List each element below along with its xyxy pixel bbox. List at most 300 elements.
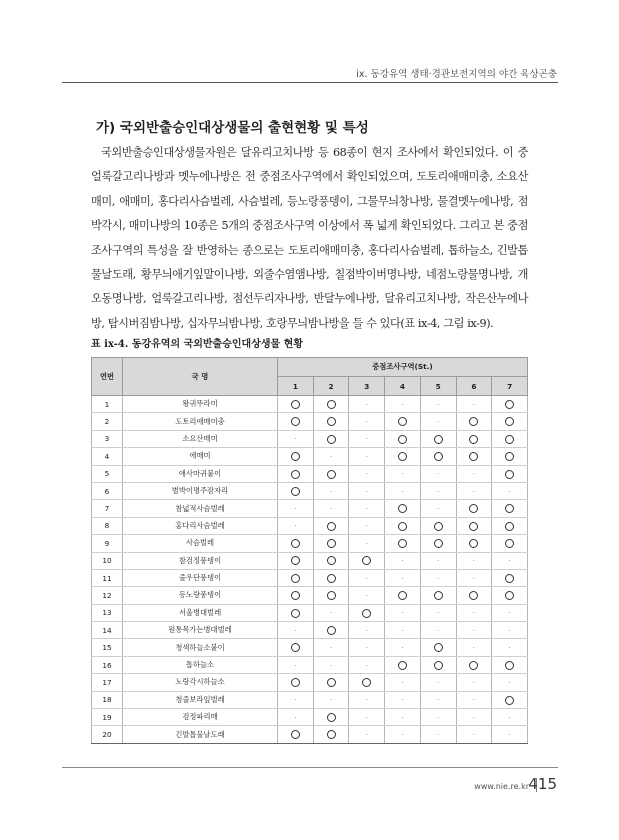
species-name: 줄우단풍뎅이 xyxy=(123,569,278,586)
absence-mark: · xyxy=(437,696,440,705)
col-header-no: 연번 xyxy=(92,358,123,396)
absence-mark: · xyxy=(329,505,333,514)
absence-mark: · xyxy=(437,609,440,618)
presence-circle-icon xyxy=(327,417,336,426)
presence-circle-icon xyxy=(434,643,443,652)
presence-circle-icon xyxy=(291,417,300,426)
presence-cell xyxy=(385,482,421,499)
presence-cell xyxy=(492,587,528,604)
table-row xyxy=(92,465,528,482)
presence-cell xyxy=(385,622,421,639)
presence-cell xyxy=(349,448,385,465)
presence-circle-icon xyxy=(469,435,478,444)
presence-cell xyxy=(349,535,385,552)
presence-circle-icon xyxy=(434,522,443,531)
presence-cell xyxy=(456,430,492,447)
presence-cell xyxy=(313,726,349,743)
row-number: 18 xyxy=(92,691,123,708)
presence-circle-icon xyxy=(327,400,336,409)
row-number: 7 xyxy=(92,500,123,517)
row-number: 14 xyxy=(92,622,123,639)
presence-circle-icon xyxy=(327,522,336,531)
species-name: 애사마귀붙이 xyxy=(123,465,278,482)
presence-cell xyxy=(385,709,421,726)
table-row xyxy=(92,674,528,691)
presence-cell xyxy=(420,569,456,586)
presence-circle-icon xyxy=(505,435,514,444)
presence-circle-icon xyxy=(469,661,478,670)
absence-mark: · xyxy=(508,487,511,496)
species-name: 톱하늘소 xyxy=(123,656,278,673)
row-number: 6 xyxy=(92,482,123,499)
presence-cell xyxy=(385,413,421,430)
absence-mark: · xyxy=(294,505,297,514)
presence-cell xyxy=(278,465,314,482)
species-name: 왕귀뚜라미 xyxy=(123,396,278,413)
presence-cell xyxy=(492,639,528,656)
presence-cell xyxy=(385,448,421,465)
running-header: ix. 동강유역 생태·경관보전지역의 야간 육상곤충 xyxy=(356,69,557,80)
absence-mark: · xyxy=(365,452,368,461)
presence-circle-icon xyxy=(291,539,300,548)
absence-mark: · xyxy=(472,400,475,409)
presence-cell xyxy=(456,656,492,673)
species-name: 애매미 xyxy=(123,448,278,465)
presence-circle-icon xyxy=(291,643,300,652)
presence-cell xyxy=(313,465,349,482)
absence-mark: · xyxy=(472,609,475,618)
presence-cell xyxy=(278,517,314,534)
presence-cell xyxy=(385,396,421,413)
presence-cell xyxy=(492,448,528,465)
presence-cell xyxy=(313,500,349,517)
species-name: 청색하늘소붙이 xyxy=(123,639,278,656)
presence-circle-icon xyxy=(327,435,336,444)
species-name: 도토리애매미충 xyxy=(123,413,278,430)
row-number: 4 xyxy=(92,448,123,465)
table-row xyxy=(92,709,528,726)
footer-rule xyxy=(62,767,558,768)
absence-mark: · xyxy=(437,678,440,687)
presence-cell xyxy=(278,430,314,447)
presence-cell xyxy=(278,622,314,639)
presence-circle-icon xyxy=(291,470,300,479)
species-name: 노랑각시하늘소 xyxy=(123,674,278,691)
presence-cell xyxy=(349,709,385,726)
presence-cell xyxy=(456,622,492,639)
presence-cell xyxy=(456,674,492,691)
presence-cell xyxy=(420,691,456,708)
absence-mark: · xyxy=(329,644,333,653)
absence-mark: · xyxy=(365,435,368,444)
presence-cell xyxy=(492,396,528,413)
absence-mark: · xyxy=(329,609,333,618)
presence-cell xyxy=(385,656,421,673)
presence-cell xyxy=(420,448,456,465)
presence-circle-icon xyxy=(327,713,336,722)
table-row xyxy=(92,413,528,430)
presence-cell xyxy=(349,413,385,430)
presence-circle-icon xyxy=(362,556,371,565)
col-header-stations: 중점조사구역(St.) xyxy=(278,358,528,377)
presence-cell xyxy=(349,726,385,743)
presence-circle-icon xyxy=(469,591,478,600)
absence-mark: · xyxy=(437,713,440,722)
presence-cell xyxy=(349,396,385,413)
presence-cell xyxy=(492,413,528,430)
species-name: 참넓적사슴벌레 xyxy=(123,500,278,517)
presence-cell xyxy=(456,726,492,743)
absence-mark: · xyxy=(401,626,404,635)
presence-circle-icon xyxy=(398,522,407,531)
presence-cell xyxy=(456,569,492,586)
absence-mark: · xyxy=(472,696,475,705)
presence-circle-icon xyxy=(505,470,514,479)
table-caption: 표 ix-4. 동강유역의 국외반출승인대상생물 현황 xyxy=(91,339,303,350)
presence-cell xyxy=(349,482,385,499)
table-row xyxy=(92,448,528,465)
row-number: 12 xyxy=(92,587,123,604)
absence-mark: · xyxy=(401,731,404,740)
presence-circle-icon xyxy=(434,452,443,461)
presence-circle-icon xyxy=(505,400,514,409)
presence-cell xyxy=(349,622,385,639)
absence-mark: · xyxy=(401,696,404,705)
presence-cell xyxy=(313,413,349,430)
presence-cell xyxy=(456,709,492,726)
presence-circle-icon xyxy=(469,539,478,548)
presence-circle-icon xyxy=(398,452,407,461)
page-number: 415 xyxy=(528,775,557,793)
species-name: 검정파리매 xyxy=(123,709,278,726)
table-row xyxy=(92,726,528,743)
presence-cell xyxy=(385,691,421,708)
presence-cell xyxy=(492,674,528,691)
presence-cell xyxy=(278,656,314,673)
species-name: 서울병대벌레 xyxy=(123,604,278,621)
absence-mark: · xyxy=(472,713,475,722)
presence-cell xyxy=(420,656,456,673)
presence-cell xyxy=(349,604,385,621)
presence-cell xyxy=(278,448,314,465)
presence-cell xyxy=(278,569,314,586)
presence-cell xyxy=(349,587,385,604)
presence-cell xyxy=(492,535,528,552)
presence-cell xyxy=(278,535,314,552)
presence-cell xyxy=(349,430,385,447)
presence-circle-icon xyxy=(327,470,336,479)
presence-circle-icon xyxy=(469,522,478,531)
row-number: 3 xyxy=(92,430,123,447)
presence-cell xyxy=(420,604,456,621)
presence-cell xyxy=(456,482,492,499)
absence-mark: · xyxy=(365,696,368,705)
presence-cell xyxy=(278,691,314,708)
station-header-3: 3 xyxy=(349,377,385,396)
presence-cell xyxy=(492,709,528,726)
presence-cell xyxy=(313,569,349,586)
absence-mark: · xyxy=(508,644,511,653)
absence-mark: · xyxy=(401,400,404,409)
absence-mark: · xyxy=(329,661,333,670)
presence-circle-icon xyxy=(327,626,336,635)
presence-cell xyxy=(385,604,421,621)
row-number: 2 xyxy=(92,413,123,430)
presence-circle-icon xyxy=(291,591,300,600)
absence-mark: · xyxy=(365,539,368,548)
presence-cell xyxy=(313,709,349,726)
absence-mark: · xyxy=(329,487,333,496)
footer-url: www.nie.re.kr xyxy=(474,782,529,791)
presence-circle-icon xyxy=(398,435,407,444)
presence-circle-icon xyxy=(505,504,514,513)
presence-cell xyxy=(313,639,349,656)
species-table xyxy=(91,357,528,744)
absence-mark: · xyxy=(437,574,440,583)
presence-cell xyxy=(278,482,314,499)
species-name: 별박이명주잠자리 xyxy=(123,482,278,499)
presence-cell xyxy=(278,709,314,726)
presence-cell xyxy=(420,396,456,413)
presence-cell xyxy=(385,587,421,604)
station-header-6: 6 xyxy=(456,377,492,396)
presence-cell xyxy=(420,482,456,499)
row-number: 10 xyxy=(92,552,123,569)
presence-cell xyxy=(278,396,314,413)
presence-circle-icon xyxy=(327,678,336,687)
presence-cell xyxy=(313,674,349,691)
presence-circle-icon xyxy=(505,539,514,548)
presence-cell xyxy=(278,552,314,569)
presence-cell xyxy=(385,500,421,517)
absence-mark: · xyxy=(401,574,404,583)
presence-cell xyxy=(349,552,385,569)
table-row xyxy=(92,691,528,708)
absence-mark: · xyxy=(437,731,440,740)
presence-circle-icon xyxy=(505,574,514,583)
absence-mark: · xyxy=(365,487,368,496)
absence-mark: · xyxy=(365,400,368,409)
col-header-name: 국 명 xyxy=(123,358,278,396)
presence-circle-icon xyxy=(398,417,407,426)
presence-cell xyxy=(313,535,349,552)
presence-cell xyxy=(349,639,385,656)
species-name: 소요산매미 xyxy=(123,430,278,447)
presence-circle-icon xyxy=(327,730,336,739)
absence-mark: · xyxy=(365,591,368,600)
absence-mark: · xyxy=(472,678,475,687)
presence-circle-icon xyxy=(434,661,443,670)
presence-cell xyxy=(492,500,528,517)
presence-cell xyxy=(313,604,349,621)
presence-cell xyxy=(385,569,421,586)
table-row xyxy=(92,482,528,499)
presence-cell xyxy=(456,639,492,656)
absence-mark: · xyxy=(365,713,368,722)
presence-circle-icon xyxy=(398,661,407,670)
presence-circle-icon xyxy=(469,452,478,461)
absence-mark: · xyxy=(365,418,368,427)
absence-mark: · xyxy=(365,644,368,653)
presence-cell xyxy=(420,413,456,430)
presence-cell xyxy=(492,430,528,447)
absence-mark: · xyxy=(294,661,297,670)
presence-cell xyxy=(313,482,349,499)
presence-cell xyxy=(456,517,492,534)
presence-cell xyxy=(492,622,528,639)
absence-mark: · xyxy=(401,644,404,653)
table-row xyxy=(92,430,528,447)
row-number: 20 xyxy=(92,726,123,743)
row-number: 17 xyxy=(92,674,123,691)
absence-mark: · xyxy=(365,661,368,670)
absence-mark: · xyxy=(401,678,404,687)
species-name: 사슴벌레 xyxy=(123,535,278,552)
station-header-4: 4 xyxy=(385,377,421,396)
absence-mark: · xyxy=(329,452,333,461)
presence-cell xyxy=(313,587,349,604)
presence-circle-icon xyxy=(505,696,514,705)
presence-cell xyxy=(420,517,456,534)
absence-mark: · xyxy=(472,644,475,653)
presence-circle-icon xyxy=(327,591,336,600)
presence-circle-icon xyxy=(291,452,300,461)
presence-cell xyxy=(492,726,528,743)
presence-cell xyxy=(420,500,456,517)
absence-mark: · xyxy=(401,609,404,618)
table-row xyxy=(92,639,528,656)
species-name: 참검정풍뎅이 xyxy=(123,552,278,569)
presence-circle-icon xyxy=(398,591,407,600)
presence-cell xyxy=(349,517,385,534)
station-header-5: 5 xyxy=(420,377,456,396)
absence-mark: · xyxy=(508,713,511,722)
presence-cell xyxy=(385,465,421,482)
presence-cell xyxy=(349,500,385,517)
absence-mark: · xyxy=(472,487,475,496)
presence-cell xyxy=(456,465,492,482)
presence-cell xyxy=(456,552,492,569)
row-number: 9 xyxy=(92,535,123,552)
species-name: 홍다리사슴벌레 xyxy=(123,517,278,534)
absence-mark: · xyxy=(437,487,440,496)
absence-mark: · xyxy=(365,505,368,514)
presence-cell xyxy=(420,639,456,656)
presence-cell xyxy=(456,413,492,430)
presence-circle-icon xyxy=(505,591,514,600)
presence-circle-icon xyxy=(505,417,514,426)
presence-cell xyxy=(456,691,492,708)
absence-mark: · xyxy=(508,731,511,740)
presence-circle-icon xyxy=(291,609,300,618)
presence-cell xyxy=(385,552,421,569)
table-row xyxy=(92,535,528,552)
presence-cell xyxy=(313,430,349,447)
presence-circle-icon xyxy=(327,556,336,565)
presence-cell xyxy=(313,691,349,708)
station-header-2: 2 xyxy=(313,377,349,396)
absence-mark: · xyxy=(472,626,475,635)
row-number: 5 xyxy=(92,465,123,482)
species-name: 긴발톱물날도래 xyxy=(123,726,278,743)
table-row xyxy=(92,396,528,413)
table-row xyxy=(92,517,528,534)
presence-cell xyxy=(456,396,492,413)
presence-cell xyxy=(385,726,421,743)
presence-cell xyxy=(492,465,528,482)
absence-mark: · xyxy=(365,731,368,740)
presence-cell xyxy=(278,413,314,430)
table-body xyxy=(92,396,528,744)
absence-mark: · xyxy=(365,626,368,635)
row-number: 19 xyxy=(92,709,123,726)
absence-mark: · xyxy=(401,713,404,722)
section-title: 가) 국외반출승인대상생물의 출현현황 및 특성 xyxy=(96,120,369,136)
absence-mark: · xyxy=(401,487,404,496)
presence-cell xyxy=(420,622,456,639)
absence-mark: · xyxy=(294,696,297,705)
presence-circle-icon xyxy=(505,661,514,670)
presence-cell xyxy=(278,726,314,743)
absence-mark: · xyxy=(472,731,475,740)
table-row xyxy=(92,500,528,517)
presence-cell xyxy=(492,604,528,621)
presence-circle-icon xyxy=(434,435,443,444)
presence-cell xyxy=(492,691,528,708)
presence-cell xyxy=(492,569,528,586)
absence-mark: · xyxy=(508,626,511,635)
absence-mark: · xyxy=(437,400,440,409)
presence-cell xyxy=(420,709,456,726)
absence-mark: · xyxy=(365,470,368,479)
presence-cell xyxy=(349,656,385,673)
absence-mark: · xyxy=(508,557,511,566)
absence-mark: · xyxy=(294,522,297,531)
row-number: 13 xyxy=(92,604,123,621)
presence-circle-icon xyxy=(398,539,407,548)
presence-circle-icon xyxy=(291,730,300,739)
station-header-7: 7 xyxy=(492,377,528,396)
presence-circle-icon xyxy=(434,539,443,548)
presence-cell xyxy=(349,674,385,691)
presence-cell xyxy=(313,552,349,569)
presence-circle-icon xyxy=(327,574,336,583)
presence-cell xyxy=(385,674,421,691)
absence-mark: · xyxy=(294,626,297,635)
row-number: 1 xyxy=(92,396,123,413)
presence-cell xyxy=(420,674,456,691)
presence-circle-icon xyxy=(434,591,443,600)
presence-cell xyxy=(420,552,456,569)
presence-cell xyxy=(492,656,528,673)
presence-circle-icon xyxy=(398,504,407,513)
absence-mark: · xyxy=(472,574,475,583)
presence-cell xyxy=(420,587,456,604)
presence-cell xyxy=(349,465,385,482)
presence-circle-icon xyxy=(469,417,478,426)
presence-cell xyxy=(313,656,349,673)
presence-cell xyxy=(349,569,385,586)
presence-circle-icon xyxy=(469,504,478,513)
presence-circle-icon xyxy=(291,556,300,565)
absence-mark: · xyxy=(437,505,440,514)
presence-cell xyxy=(313,448,349,465)
presence-cell xyxy=(313,396,349,413)
body-paragraph: 국외반출승인대상생물자원은 달유리고치나방 등 68종이 현지 조사에서 확인되었다. 이 중 얼룩갈고리나방과 멧누에나방은 전 중점조사구역에서 확인되었으며, 도토리애매미충, 소요산매미, 애매미, 홍다리사슴벌레, 사슴벌레, 등노랑풍뎅이, 그물무늬창나방, 물결멧누에나방, 점박각시, 매미나방의 10종은 5개의 중점조사구역 이상에서 폭 넓게 확인되었다. 그리고 본 중점조사구역의 특성을 잘 반영하는 종으로는 도토리애매미충, 홍다리사슴벌레, 톱하늘소, 긴발톱물날도래, 황무늬애기잎말이나방, 외줄수염앰나방, 칠점박이버명나방, 네점노랑물명나방, 개오동명나방, 얼룩갈고리나방, 점선두리자나방, 반달누에나방, 달유리고치나방, 작은산누에나방, 탐시버짐밤나방, 십자무늬밤나방, 호랑무늬밤나방을 들 수 있다(표 ix-4, 그림 ix-9). xyxy=(91,146,528,330)
row-number: 8 xyxy=(92,517,123,534)
presence-circle-icon xyxy=(291,487,300,496)
table-row xyxy=(92,552,528,569)
